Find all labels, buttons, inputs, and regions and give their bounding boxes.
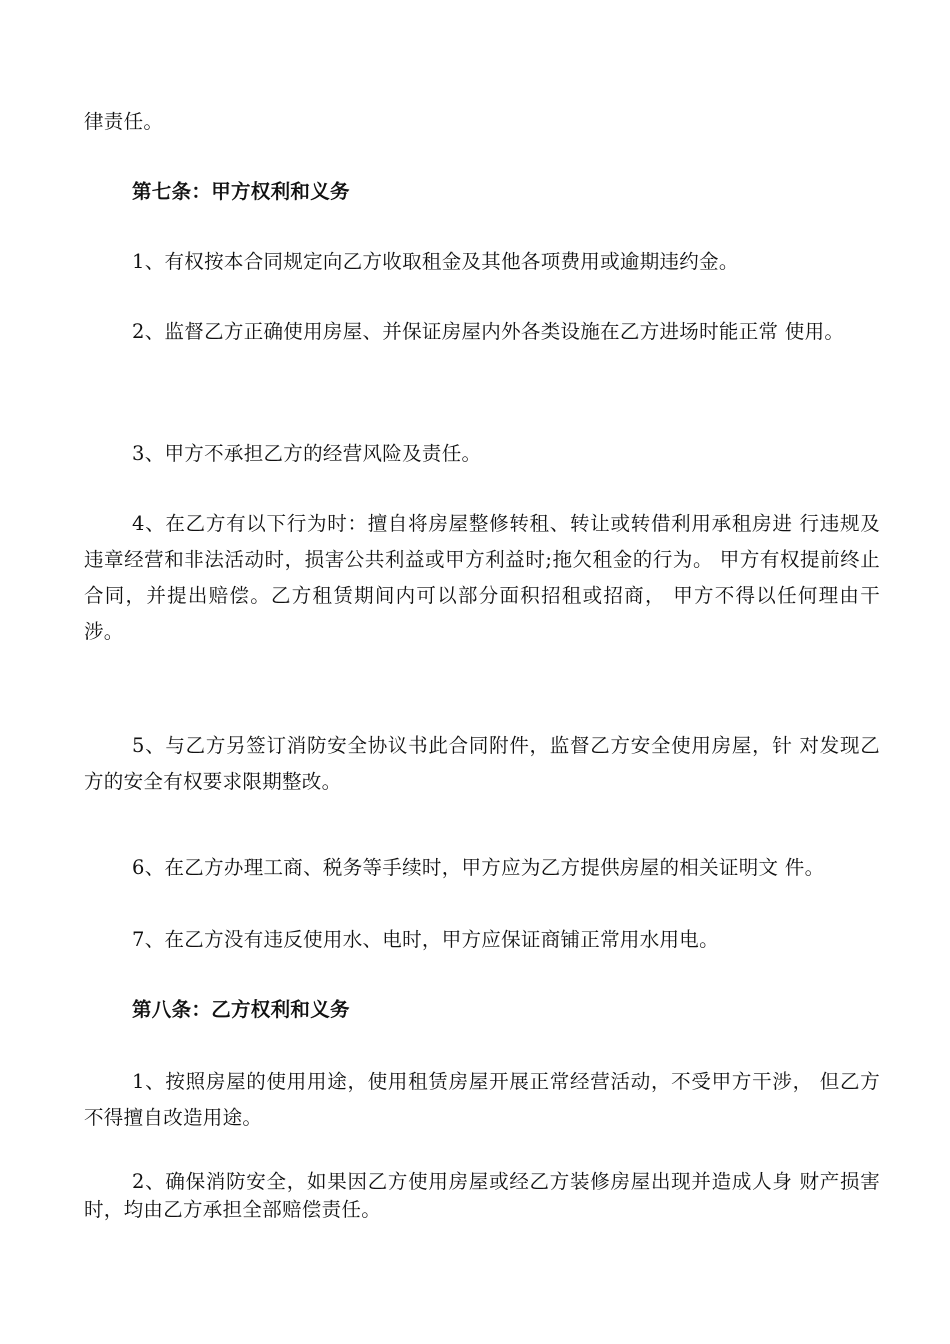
article-7-item-5: 5、与乙方另签订消防安全协议书此合同附件，监督乙方安全使用房屋，针 对发现乙方的安全有权要求限期整改。 <box>84 734 880 793</box>
article-8-item-1: 1、按照房屋的使用用途，使用租赁房屋开展正常经营活动，不受甲方干涉， 但乙方不得擅自改造用途。 <box>84 1070 880 1129</box>
article-7-item-1: 1、有权按本合同规定向乙方收取租金及其他各项费用或逾期违约金。 <box>132 250 739 273</box>
article-7-item-3: 3、甲方不承担乙方的经营风险及责任。 <box>132 442 482 465</box>
article-7-item-2: 2、监督乙方正确使用房屋、并保证房屋内外各类设施在乙方进场时能正常 使用。 <box>132 320 845 343</box>
article-7-item-7: 7、在乙方没有违反使用水、电时，甲方应保证商铺正常用水用电。 <box>132 928 719 951</box>
article-8-item-2: 2、确保消防安全，如果因乙方使用房屋或经乙方装修房屋出现并造成人身 财产损害时，均由乙方承担全部赔偿责任。 <box>84 1170 880 1221</box>
article-8-heading: 第八条：乙方权利和义务 <box>132 998 350 1021</box>
article-7-heading: 第七条：甲方权利和义务 <box>132 180 350 203</box>
article-7-item-4: 4、在乙方有以下行为时：擅自将房屋整修转租、转让或转借利用承租房进 行违规及违章经营和非法活动时，损害公共利益或甲方利益时;拖欠租金的行为。 甲方有权提前终止合同，并提出赔偿。乙方租赁期间内可以部分面积招租或招商， 甲方不得以任何理由干涉。 <box>84 512 880 643</box>
article-7-item-6: 6、在乙方办理工商、税务等手续时，甲方应为乙方提供房屋的相关证明文 件。 <box>132 856 825 879</box>
paragraph-continuation: 律责任。 <box>84 110 164 133</box>
